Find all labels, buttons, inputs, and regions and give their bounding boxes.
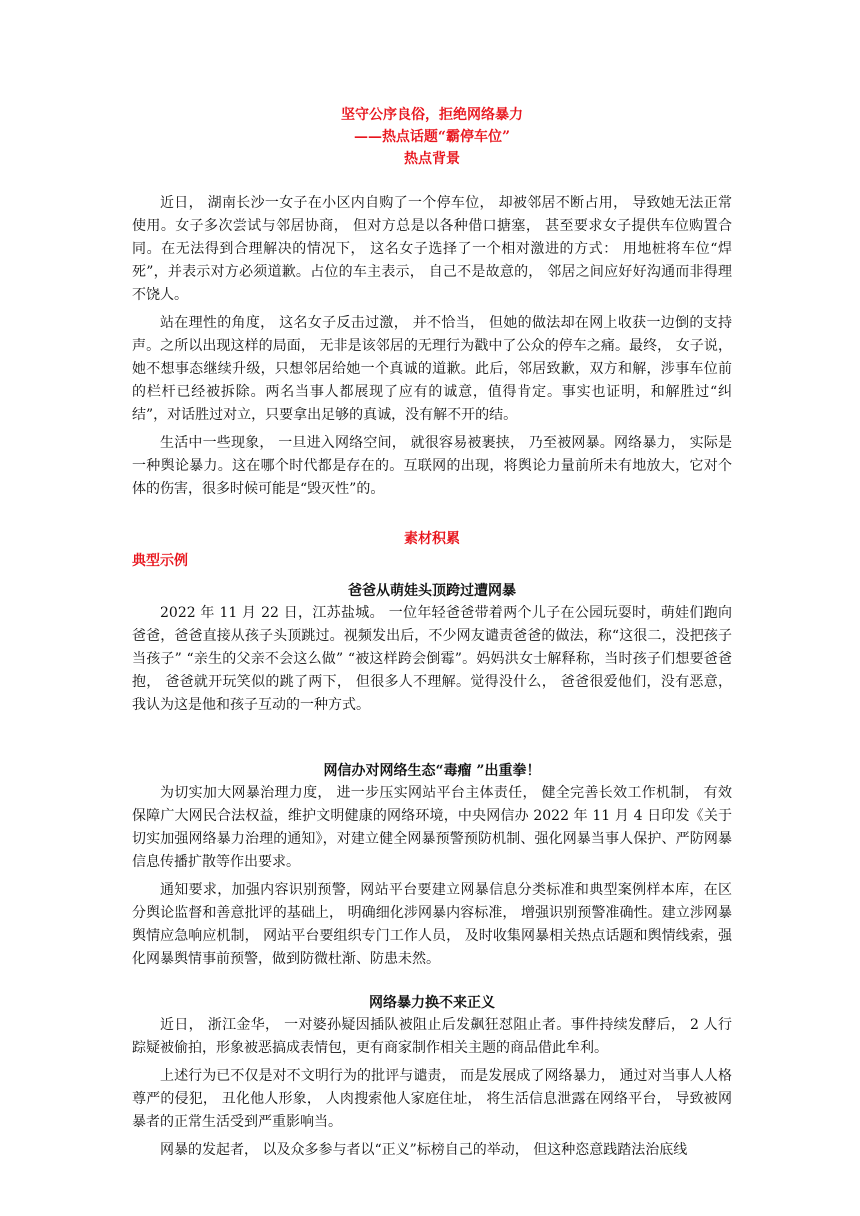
background-paragraph: 近日， 湖南长沙一女子在小区内自购了一个停车位， 却被邻居不断占用， 导致她无法正常使用。女子多次尝试与邻居协商， 但对方总是以各种借口搪塞， 甚至要求女子提供车位购置合同。在无法得到合理解决的情况下， 这名女子选择了一个相对激进的方式： 用地桩将车位“焊死”，并表示对方必须道歉。占位的车主表示， 自己不是故意的， 邻居之间应好好沟通而非得理不饶人。 [132, 195, 732, 303]
spacer [132, 976, 732, 992]
spacer [132, 572, 732, 580]
background-section [132, 192, 732, 501]
spacer [132, 506, 732, 528]
article-title: 爸爸从萌娃头顶跨过遭网暴 [348, 583, 516, 599]
spacer [132, 722, 732, 760]
article-paragraph: 网暴的发起者， 以及众多参与者以“正义”标榜自己的举动， 但这种恣意践踏法治底线 [160, 1142, 688, 1158]
article-title: 网信办对网络生态“毒瘤 ”出重拳！ [323, 763, 541, 779]
article-paragraph: 2022 年 11 月 22 日，江苏盐城。 一位年轻爸爸带着两个儿子在公园玩耍时，萌娃们跑向爸爸，爸爸直接从孩子头顶跳过。视频发出后，不少网友谴责爸爸的做法，称“这很二，没把孩子当孩子” “亲生的父亲不会这么做” “被这样跨会倒霉”。妈妈洪女士解释称，当时孩子们想要爸爸抱， 爸爸就开玩笑似的跳了两下， 但很多人不理解。觉得没什么， 爸爸很爱他们，没有恶意，我认为这是他和孩子互动的一种方式。 [132, 605, 732, 713]
article-1 [132, 580, 732, 717]
article-2 [132, 760, 732, 971]
document-subtitle: ——热点话题“霸停车位” [353, 129, 511, 145]
article-title: 网络暴力换不来正义 [369, 995, 495, 1011]
section-heading-materials: 素材积累 [404, 531, 460, 547]
article-paragraph: 为切实加大网暴治理力度， 进一步压实网站平台主体责任， 健全完善长效工作机制， 有效保障广大网民合法权益，维护文明健康的网络环境，中央网信办 2022 年 11 月 4 日印发《关于切实加强网络暴力治理的通知》，对建立健全网暴预警预防机制、强化网暴当事人保护、严防网暴信息传播扩散等作出要求。 [132, 785, 732, 870]
spacer [132, 170, 732, 192]
subsection-heading-examples: 典型示例 [132, 553, 188, 569]
article-3 [132, 992, 732, 1162]
document-title: 坚守公序良俗，拒绝网络暴力 [341, 107, 523, 123]
background-paragraph: 站在理性的角度， 这名女子反击过激， 并不恰当， 但她的做法却在网上收获一边倒的支持声。之所以出现这样的局面， 无非是该邻居的无理行为戳中了公众的停车之痛。最终， 女子说，她不想事态继续升级，只想邻居给她一个真诚的道歉。此后，邻居致歉，双方和解，涉事车位前的栏杆已经被拆除。两名当事人都展现了应有的诚意，值得肯定。事实也证明，和解胜过“纠结”，对话胜过对立，只要拿出足够的真诚，没有解不开的结。 [132, 315, 732, 423]
background-paragraph: 生活中一些现象， 一旦进入网络空间， 就很容易被裹挟， 乃至被网暴。网络暴力， 实际是一种舆论暴力。这在哪个时代都是存在的。互联网的出现，将舆论力量前所未有地放大，它对个体的伤害，很多时候可能是“毁灭性”的。 [132, 435, 732, 497]
article-paragraph: 通知要求，加强内容识别预警，网站平台要建立网暴信息分类标准和典型案例样本库，在区分舆论监督和善意批评的基础上， 明确细化涉网暴内容标准， 增强识别预警准确性。建立涉网暴舆情应急响应机制， 网站平台要组织专门工作人员， 及时收集网暴相关热点话题和舆情线索，强化网暴舆情事前预警，做到防微杜渐、防患未然。 [132, 882, 732, 967]
section-heading-background: 热点背景 [404, 151, 460, 167]
article-paragraph: 近日， 浙江金华， 一对婆孙疑因插队被阻止后发飙狂怼阻止者。事件持续发酵后， 2 人行踪疑被偷拍，形象被恶搞成表情包，更有商家制作相关主题的商品借此牟利。 [132, 1017, 732, 1056]
article-paragraph: 上述行为已不仅是对不文明行为的批评与谴责， 而是发展成了网络暴力， 通过对当事人人格尊严的侵犯， 丑化他人形象， 人肉搜索他人家庭住址， 将生活信息泄露在网络平台， 导致被网暴者的正常生活受到严重影响当。 [132, 1068, 732, 1130]
